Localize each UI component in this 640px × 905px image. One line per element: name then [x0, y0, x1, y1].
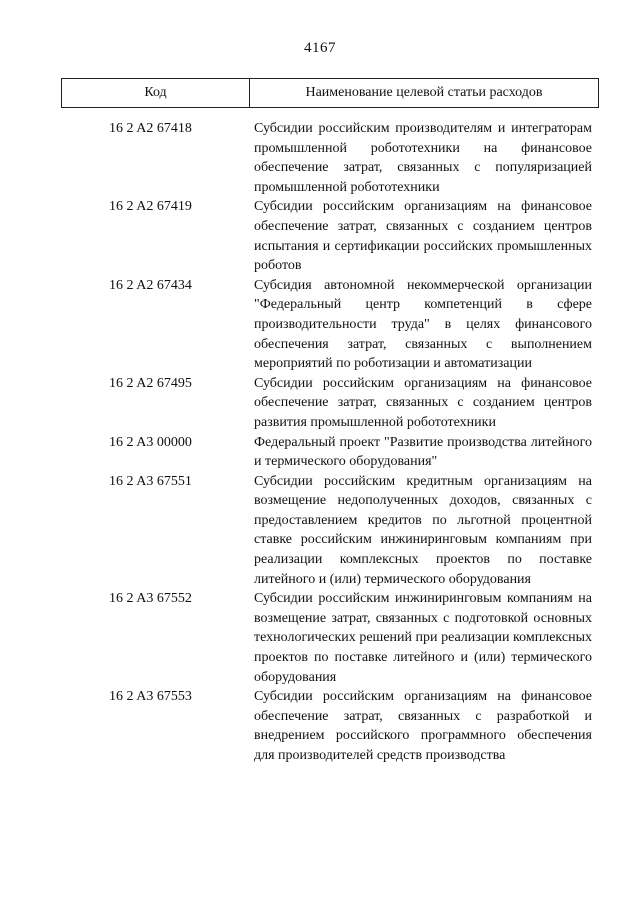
- row-name: Федеральный проект "Развитие производства литейного и термического оборудования": [254, 434, 592, 470]
- row-code: 16 2 A2 67419: [109, 199, 192, 215]
- table-row: [61, 472, 599, 590]
- table-header: [61, 78, 599, 108]
- table-body: [61, 119, 599, 766]
- row-code: 16 2 A3 67551: [109, 473, 192, 489]
- header-code: Код: [62, 79, 250, 107]
- row-code: 16 2 A3 67553: [109, 689, 192, 705]
- header-name: Наименование целевой статьи расходов: [305, 85, 543, 100]
- row-name: Субсидии российским кредитным организациям на возмещение недополученных доходов, связанных с предоставлением кредитов по льготной процентной ставке российским инжиниринговым компаниям при реализации комплексных проектов по поставке литейного и (или) термического оборудования: [254, 473, 592, 587]
- row-code: 16 2 A3 00000: [109, 434, 192, 450]
- page-number: 4167: [304, 40, 336, 56]
- row-name: Субсидии российским производителям и интеграторам промышленной робототехники на финансовое обеспечение затрат, связанных с популяризацией промышленной робототехники: [254, 121, 592, 195]
- table-row: [61, 433, 599, 472]
- table-row: [61, 119, 599, 197]
- row-name: Субсидии российским инжиниринговым компаниям на возмещение затрат, связанных с подготовкой основных технологических решений при реализации комплексных проектов по поставке литейного и (или) термического оборудования: [254, 591, 592, 685]
- row-code: 16 2 A2 67495: [109, 375, 192, 391]
- row-name: Субсидии российским организациям на финансовое обеспечение затрат, связанных с созданием центров испытания и сертификации российских промышленных роботов: [254, 199, 592, 274]
- row-code: 16 2 A2 67434: [109, 277, 192, 293]
- table-row: [61, 589, 599, 687]
- row-code: 16 2 A2 67418: [109, 121, 192, 136]
- row-code: 16 2 A3 67552: [109, 591, 192, 607]
- row-name: Субсидии российским организациям на финансовое обеспечение затрат, связанных с разработкой и внедрением российского программного обеспечения для производителей средств производства: [254, 689, 592, 763]
- row-name: Субсидия автономной некоммерческой организации "Федеральный центр компетенций в сфере производительности труда" в целях финансового обеспечения затрат, связанных с выполнением мероприятий по роботизации и автоматизации: [254, 277, 592, 372]
- table-row: [61, 374, 599, 433]
- table-row: [61, 276, 599, 374]
- table-row: [61, 197, 599, 275]
- table-row: [61, 687, 599, 765]
- row-name: Субсидии российским организациям на финансовое обеспечение затрат, связанных с созданием центров развития промышленной робототехники: [254, 375, 592, 430]
